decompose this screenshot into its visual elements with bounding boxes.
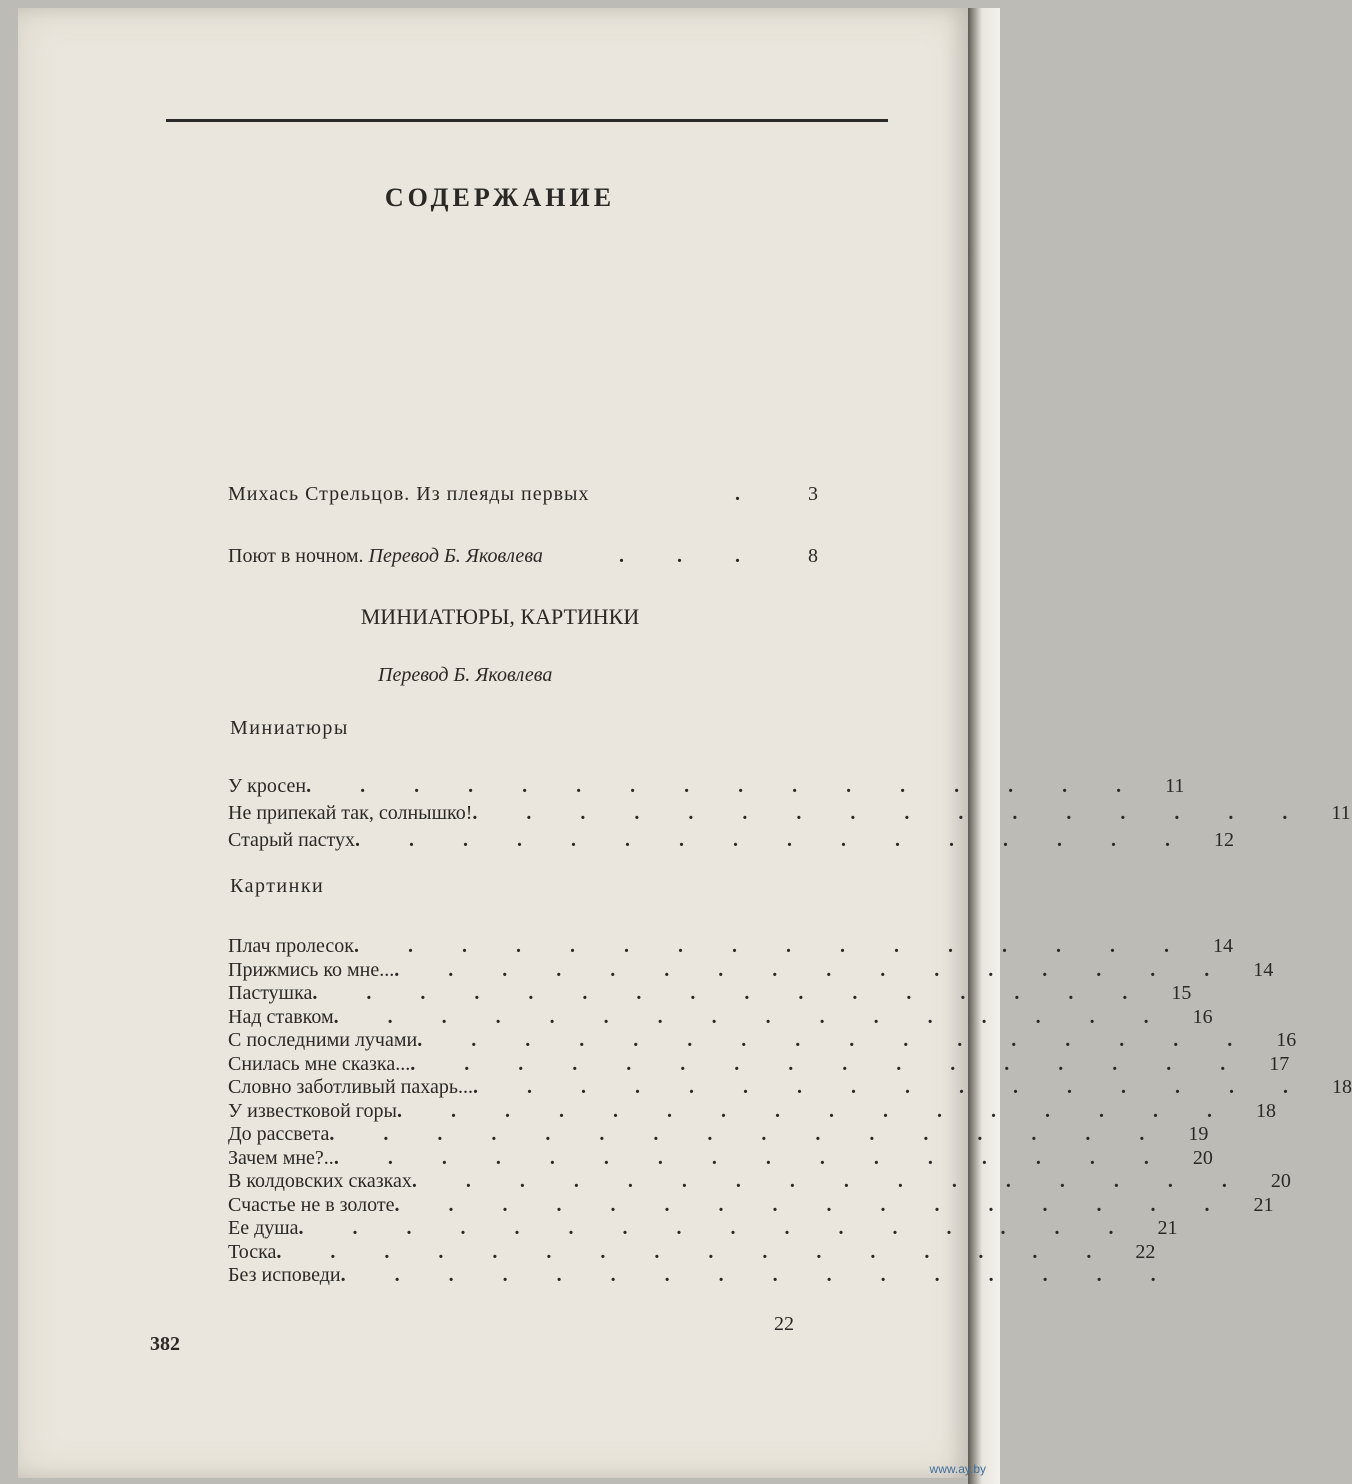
leader-dots: . . . . . . . . . . . . . . . . xyxy=(276,1240,1114,1263)
toc-item xyxy=(228,1170,1291,1194)
leader-dots: . xyxy=(735,483,764,505)
leader-dots: . . . . . . . . . . . . . . . . xyxy=(298,1217,1136,1239)
toc-item xyxy=(228,935,1233,959)
toc-entry-translator: Перевод Б. Яковлева xyxy=(368,545,543,567)
leader-dots: . . . . . . . . . . . . . . . . xyxy=(394,1193,1232,1216)
toc-item-page: 20 xyxy=(1270,1170,1291,1192)
toc-item-page: 11 xyxy=(1165,775,1185,797)
toc-item xyxy=(228,1005,1213,1030)
toc-item-title: Над ставком xyxy=(228,1005,334,1028)
toc-item-page: 15 xyxy=(1171,982,1192,1004)
toc-item xyxy=(228,1217,1178,1241)
leader-dots: . . . . . . . . . . . . . . . . xyxy=(411,1170,1249,1192)
toc-item-page: 18 xyxy=(1255,1099,1276,1122)
toc-item-page: 14 xyxy=(1212,935,1233,957)
watermark: www.ay.by xyxy=(929,1462,986,1476)
toc-item-title: Прижмись ко мне... xyxy=(228,958,395,981)
toc-entry-page: 8 xyxy=(808,545,818,567)
toc-item-title: Плач пролесок xyxy=(228,935,354,957)
toc-entry-title: Поют в ночном. xyxy=(228,545,364,567)
trailing-page-number: 22 xyxy=(774,1313,794,1335)
toc-entry-strelcov xyxy=(228,483,818,506)
toc-item-page: 19 xyxy=(1188,1123,1209,1145)
toc-item-title: Счастье не в золоте xyxy=(228,1193,395,1216)
toc-item-page: 14 xyxy=(1253,958,1274,981)
toc-item-title: В колдовских сказках xyxy=(228,1170,412,1192)
toc-item xyxy=(228,982,1192,1006)
toc-item-title: Ее душа xyxy=(228,1217,299,1239)
leader-dots: . . . . . . . . . . . . . . . . xyxy=(417,1029,1255,1051)
toc-item xyxy=(228,1052,1290,1077)
leader-dots: . . . . . . . . . . . . . . . . xyxy=(353,935,1191,957)
section-title: МИНИАТЮРЫ, КАРТИНКИ xyxy=(360,604,640,629)
leader-dots: . . . . . . . . . . . . . . . . xyxy=(394,958,1232,981)
page-number: 382 xyxy=(150,1333,180,1355)
leader-dots: . . . . . . . . . . . . . . . . xyxy=(410,1052,1248,1075)
leader-dots: . . . . . . . . . . . . . . . . xyxy=(333,1005,1171,1028)
toc-item xyxy=(228,1123,1209,1147)
toc-item xyxy=(228,1076,1352,1100)
leader-dots: . . . . . . . . . . . . . . . . xyxy=(355,829,1193,851)
leader-dots: . . . xyxy=(619,545,764,567)
toc-item-title: Пастушка xyxy=(228,982,313,1004)
toc-item-title: Снилась мне сказка... xyxy=(228,1052,411,1075)
toc-item xyxy=(228,1099,1276,1124)
leader-dots: . . . . . . . . . . . . . . . . xyxy=(329,1123,1167,1145)
page-title: СОДЕРЖАНИЕ xyxy=(384,183,616,212)
leader-dots: . . . . . . . . . . . . . . . . xyxy=(396,1099,1234,1122)
leader-dots: . . . . . . . . . . . . . . . . xyxy=(306,775,1144,797)
toc-item xyxy=(228,829,1235,853)
toc-item-page: 12 xyxy=(1214,829,1235,851)
toc-item xyxy=(228,1193,1274,1218)
toc-item-page: 20 xyxy=(1192,1146,1213,1169)
toc-item-title: Зачем мне?.. xyxy=(228,1146,334,1169)
toc-item-page: 22 xyxy=(1135,1240,1156,1263)
toc-item-page: 21 xyxy=(1157,1217,1178,1239)
toc-item-title: Старый пастух xyxy=(228,829,356,851)
section-translator: Перевод Б. Яковлева xyxy=(378,664,553,686)
toc-item-page: 21 xyxy=(1253,1193,1274,1216)
toc-item xyxy=(228,802,1351,826)
toc-item xyxy=(228,1146,1213,1171)
toc-item-title: С последними лучами xyxy=(228,1029,418,1051)
subsection-miniatures: Миниатюры xyxy=(230,717,349,739)
toc-item-page: 17 xyxy=(1269,1052,1290,1075)
toc-item-title: У кросен xyxy=(228,775,307,797)
toc-item xyxy=(228,1240,1156,1265)
toc-item-title: Не припекай так, солнышко! xyxy=(228,802,473,824)
toc-item-title: До рассвета xyxy=(228,1123,330,1145)
toc-item-title: Тоска xyxy=(228,1240,277,1263)
toc-item xyxy=(228,1264,1178,1288)
subsection-pictures: Картинки xyxy=(230,875,325,897)
toc-item xyxy=(228,958,1274,983)
toc-entry-poyut xyxy=(228,545,818,568)
leader-dots: . . . . . . . . . . . . . . . . xyxy=(340,1264,1178,1286)
leader-dots: . . . . . . . . . . . . . . . . xyxy=(472,802,1310,824)
toc-item-page: 16 xyxy=(1276,1029,1297,1051)
leader-dots: . . . . . . . . . . . . . . . . xyxy=(312,982,1150,1004)
toc-item xyxy=(228,1029,1297,1053)
toc-item-title: Без исповеди xyxy=(228,1264,341,1286)
toc-entry-title: Михась Стрельцов. Из плеяды первых xyxy=(228,483,590,505)
toc-entry-page: 3 xyxy=(808,483,818,505)
toc-item-page: 11 xyxy=(1331,802,1351,824)
leader-dots: . . . . . . . . . . . . . . . . xyxy=(333,1146,1171,1169)
top-rule xyxy=(166,119,888,122)
toc-item-title: Словно заботливый пахарь... xyxy=(228,1076,473,1098)
toc-item-title: У известковой горы xyxy=(228,1099,397,1122)
toc-item-page: 18 xyxy=(1331,1076,1352,1098)
toc-item-page: 16 xyxy=(1192,1005,1213,1028)
leader-dots: . . . . . . . . . . . . . . . . xyxy=(472,1076,1310,1098)
toc-item xyxy=(228,775,1185,799)
